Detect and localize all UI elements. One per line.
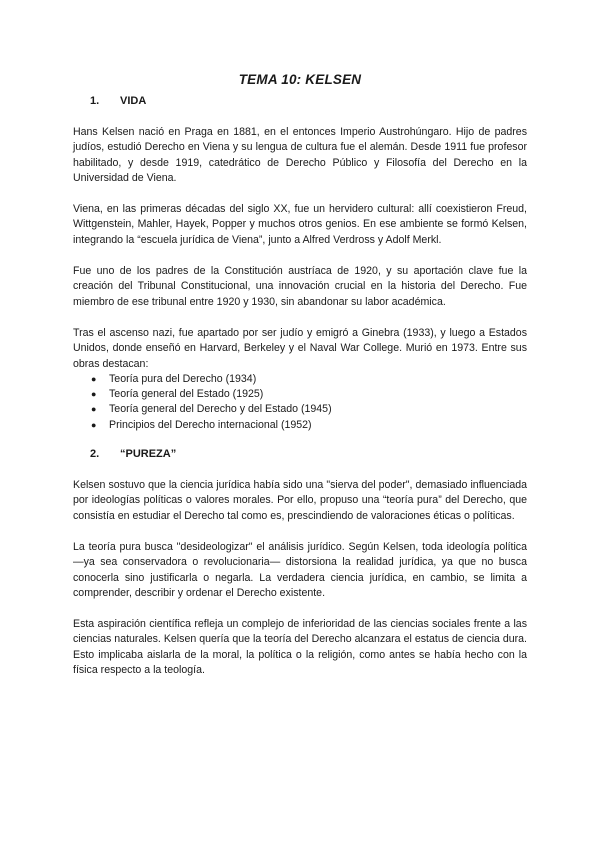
list-item bbox=[73, 387, 527, 402]
bullet-icon: ● bbox=[91, 419, 97, 430]
list-item-text: Teoría general del Estado (1925) bbox=[109, 388, 264, 401]
paragraph: Fue uno de los padres de la Constitución austríaca de 1920, y su aportación clave fue la creación del Tribunal Constitucional, una innovación crucial en la historia del Derecho. Fue miembro de ese tribunal entre 1920 y 1930, sin abandonar su labor académica. bbox=[73, 265, 527, 308]
bullet-icon: ● bbox=[91, 389, 97, 400]
bullet-icon: ● bbox=[91, 373, 97, 384]
section-heading-vida bbox=[73, 95, 527, 107]
paragraph: La teoría pura busca "desideologizar" el análisis jurídico. Según Kelsen, toda ideología política —ya sea conservadora o revolucionaria— distorsiona la realidad jurídica, ya que no busca conocerla sino justificarla o negarla. La verdadera ciencia jurídica, en cambio, se limita a comprender, describir y ordenar el Derecho existente. bbox=[73, 540, 527, 599]
section-title: “PUREZA” bbox=[120, 448, 177, 461]
section-number: 1. bbox=[90, 95, 100, 107]
works-list bbox=[73, 372, 527, 433]
list-item-text: Teoría pura del Derecho (1934) bbox=[109, 372, 257, 385]
paragraph: Viena, en las primeras décadas del siglo XX, fue un hervidero cultural: allí coexistieron Freud, Wittgenstein, Mahler, Hayek, Popper y muchos otros genios. En ese ambiente se formó Kelsen, integrando la “escuela jurídica de Viena”, junto a Alfred Verdross y Adolf Merkl. bbox=[73, 203, 527, 246]
section-title: VIDA bbox=[120, 95, 147, 107]
document-page bbox=[73, 72, 527, 694]
list-item bbox=[73, 402, 527, 417]
paragraph: Hans Kelsen nació en Praga en 1881, en el entonces Imperio Austrohúngaro. Hijo de padres judíos, estudió Derecho en Viena y su lengua de cultura fue el alemán. Desde 1911 fue profesor habilitado, y desde 1919, catedrático de Derecho Público y Filosofía del Derecho en la Universidad de Viena. bbox=[73, 126, 527, 184]
section-heading-pureza bbox=[73, 448, 527, 460]
document-title: TEMA 10: KELSEN bbox=[238, 72, 362, 87]
list-item-text: Principios del Derecho internacional (1952) bbox=[109, 418, 312, 431]
paragraph: Esta aspiración científica refleja un complejo de inferioridad de las ciencias sociales frente a las ciencias naturales. Kelsen quería que la teoría del Derecho alcanzara el estatus de ciencia dura. Esto implicaba aislarla de la moral, la política o la religión, como antes se había hecho con la física respecto a la teología. bbox=[73, 618, 527, 677]
list-item bbox=[73, 418, 527, 433]
paragraph: Kelsen sostuvo que la ciencia jurídica había sido una "sierva del poder", demasiado influenciada por ideologías políticas o valores morales. Por ello, propuso una “teoría pura” del Derecho, que consistía en estudiar el Derecho tal como es, prescindiendo de valoraciones éticas o políticas. bbox=[73, 479, 527, 522]
paragraph: Tras el ascenso nazi, fue apartado por ser judío y emigró a Ginebra (1933), y luego a Estados Unidos, donde enseñó en Harvard, Berkeley y el Naval War College. Murió en 1973. Entre sus obras destacan: bbox=[73, 326, 527, 370]
list-item-text: Teoría general del Derecho y del Estado (1945) bbox=[109, 403, 332, 416]
bullet-icon: ● bbox=[91, 404, 97, 415]
section-number: 2. bbox=[90, 448, 100, 461]
list-item bbox=[73, 372, 527, 387]
